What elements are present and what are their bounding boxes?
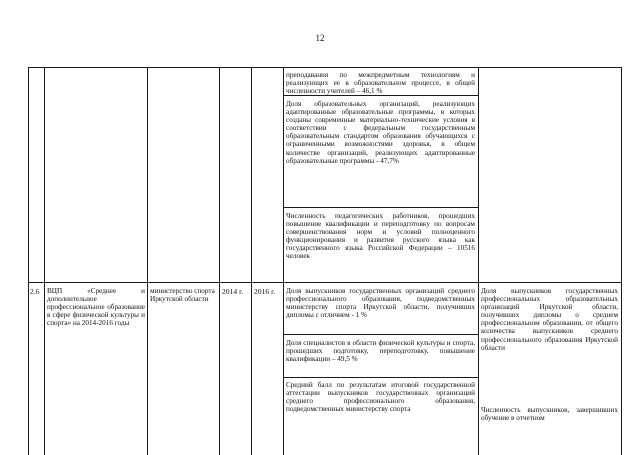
start-year: 2014 г. <box>222 287 244 296</box>
row-divider <box>283 207 478 208</box>
row-number: 2.6 <box>30 287 40 296</box>
column-divider <box>478 67 479 455</box>
row-indicator-3 <box>286 381 475 455</box>
last-column-indicator-1 <box>481 287 618 397</box>
continued-indicator-2-text: Доля образовательных организаций, реализующих адаптированные образовательные программы, в которых созданы современные материально-технические условия в соответствии с федеральным государственным образовательным стандартом образования обучающихся с ограниченными возможностями здоровья, в общем количестве организаций, реализующих адаптированные образовательные программы - 47,7% <box>286 100 475 165</box>
column-divider <box>219 67 220 455</box>
row-divider <box>283 334 478 335</box>
continued-indicator-1 <box>286 71 475 95</box>
program-name <box>47 287 145 359</box>
row-indicator-2-text: Доля специалистов в области физической культуры и спорта, прошедших подготовку, переподготовку, повышение квалификации – 49,5 % <box>286 339 475 364</box>
row-divider <box>28 282 621 283</box>
row-divider <box>283 95 478 96</box>
executor-text: министерство спорта Иркутской области <box>150 287 215 304</box>
end-year: 2016 г. <box>254 287 276 296</box>
executor <box>150 287 217 327</box>
last-column-indicator-2-text: Численность выпускников, завершивших обучение в отчетном <box>481 406 618 423</box>
row-divider <box>283 377 478 378</box>
column-divider <box>44 67 45 455</box>
row-indicator-2 <box>286 339 475 377</box>
table-top-border <box>28 67 621 68</box>
column-divider <box>283 67 284 455</box>
column-divider <box>28 67 29 455</box>
column-divider <box>147 67 148 455</box>
row-indicator-1 <box>286 287 475 334</box>
continued-indicator-3 <box>286 212 475 282</box>
row-indicator-1-text: Доля выпускников государственных организаций среднего профессионального образования, подведомственных министерству спорта Иркутской области, получивших дипломы с отличием - 1 % <box>286 287 475 320</box>
page-number: 12 <box>315 33 325 43</box>
last-column-indicator-1-text: Доля выпускников государственных профессиональных образовательных организаций Иркутской области, получивших дипломы о среднем профессиональном образовании, от общего количества выпускников среднего профессионального образования Иркутской области <box>481 287 618 352</box>
column-divider <box>621 67 622 455</box>
continued-indicator-3-text: Численность педагогических работников, прошедших повышение квалификации и переподготовку по вопросам совершенствования норм и условий полноценного функционирования и развития русского языка как государственного языка Российской Федерации – 10516 человек <box>286 212 475 261</box>
row-indicator-3-text: Средний балл по результатам итоговой государственной аттестации выпускников государственных организаций среднего профессионального образования, подведомственных министерству спорта <box>286 381 475 414</box>
last-column-indicator-2 <box>481 406 618 455</box>
continued-indicator-2 <box>286 100 475 207</box>
program-name-text: ВЦП «Среднее и дополнительное профессиональное образование в сфере физической культуры и спорта» на 2014-2016 годы <box>47 287 145 328</box>
continued-indicator-1-text: преподавания по межпредметным технологиям и реализующих ее в образовательном процессе, в общей численности учителей – 46,1 % <box>286 71 475 95</box>
column-divider <box>251 67 252 455</box>
